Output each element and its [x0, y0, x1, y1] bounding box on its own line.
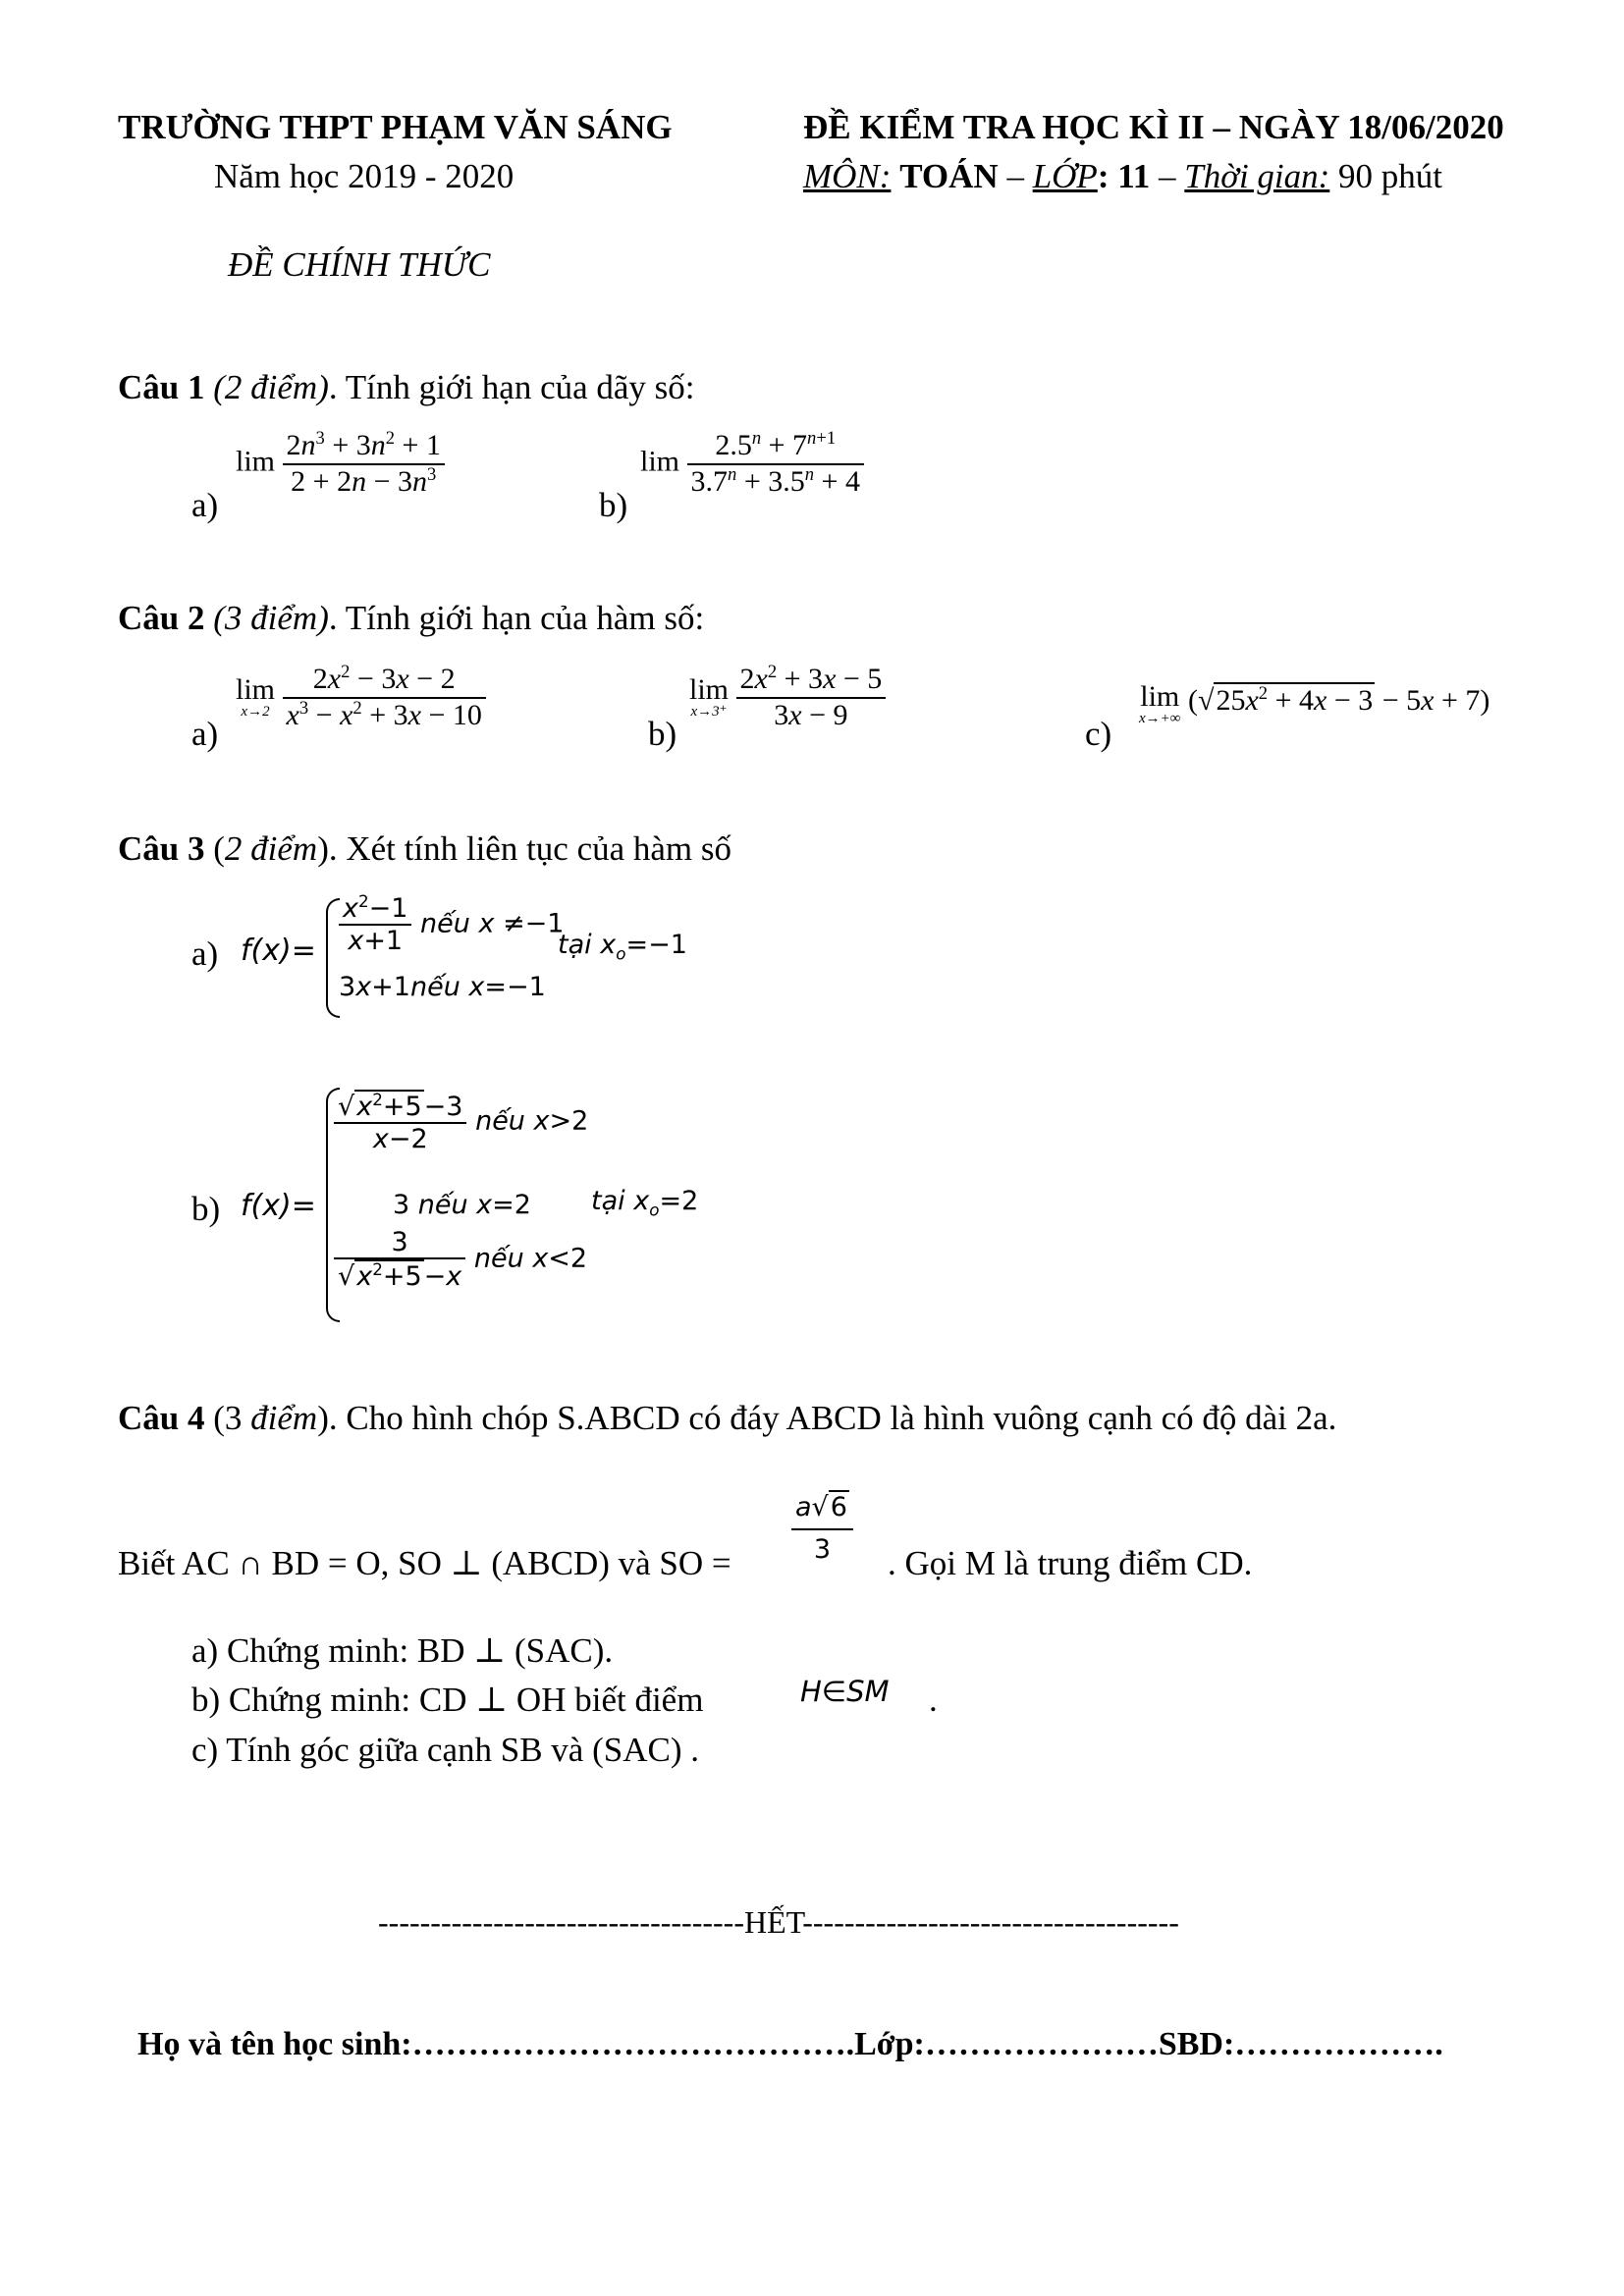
- q2-c-expression: lim x→+∞ $(√25x^2 + 4x - 3 - 5x + 7)$: [1139, 680, 1490, 726]
- q1-a-expression: [236, 429, 445, 499]
- q2-a-lim: lim: [236, 673, 276, 706]
- school-name: TRƯỜNG THPT PHẠM VĂN SÁNG: [118, 108, 673, 146]
- q3-a-case2: 3x+1nếu x=−1: [339, 972, 546, 1002]
- student-info-line: Họ và tên học sinh:………………………………….Lớp:…………………SBD:……………….: [137, 2026, 1443, 2062]
- q2-heading: [118, 599, 704, 638]
- q3-a-brace: [326, 898, 340, 1018]
- q3-b-case3: $\frac{3}{√x^2+5-x}$ nếu x<2: [334, 1227, 587, 1292]
- q4-item-b: b) Chứng minh: CD ⊥ OH biết điểm: [191, 1681, 704, 1719]
- q1-a-fraction: $\frac{2n^3 + 3n^2 + 1}{2 + 2n - 3n^3}$: [283, 429, 445, 499]
- q2-c-lim-sub: x→+∞: [1139, 711, 1181, 726]
- q3-a-label: a): [191, 934, 219, 973]
- subject-value: TOÁN: [899, 157, 999, 195]
- q2-text: . Tính giới hạn của hàm số:: [328, 599, 705, 637]
- class-label: LỚP: [1032, 157, 1098, 195]
- q3-heading: [118, 829, 731, 869]
- q3-title: Câu 3: [118, 829, 205, 868]
- time-label: Thời gian:: [1184, 157, 1330, 195]
- q4-line2-start: Biết AC ∩ BD = O, SO ⊥ (ABCD) và SO =: [118, 1544, 731, 1582]
- time-value: 90 phút: [1338, 157, 1443, 195]
- q3-points-open: (: [213, 829, 225, 868]
- q3-a-case1: $\frac{x^2-1}{x+1}$ nếu x ≠−1: [339, 893, 564, 956]
- q2-c-lim: lim: [1140, 680, 1180, 713]
- exam-title: ĐỀ KIỂM TRA HỌC KÌ II – NGÀY 18/06/2020: [803, 108, 1504, 146]
- q2-b-expression: [689, 663, 886, 732]
- q3-b-case2: 3 nếu x=2: [393, 1190, 531, 1220]
- q1-b-fraction: $\frac{2.5^n + 7^{n+1}}{3.7^n + 3.5^n + 4}$: [687, 429, 864, 499]
- q1-a-lim: lim: [236, 445, 276, 478]
- q3-b-at: tại $x_o=2$: [591, 1186, 699, 1220]
- class-value: : 11: [1097, 157, 1151, 195]
- q2-a-expression: [236, 663, 486, 732]
- q3-b-case1: $\frac{√x^2+5-3}{x-2}$ nếu x>2: [334, 1090, 588, 1154]
- q4-points-open: (3: [204, 1399, 251, 1437]
- exam-meta: [803, 157, 1442, 196]
- q2-a-fraction: $\frac{2x^2 - 3x - 2}{x^3 - x^2 + 3x - 10}$: [283, 663, 486, 732]
- q4-points: điểm: [250, 1399, 318, 1437]
- subject-label: MÔN:: [803, 157, 892, 195]
- q1-b-lim: lim: [640, 445, 680, 478]
- school-year: Năm học 2019 - 2020: [214, 157, 514, 195]
- q4-item-b-math: H∈SM: [800, 1675, 890, 1708]
- end-line: -----------------------------------HẾT------------------------------------: [378, 1904, 1179, 1940]
- q3-b-fx: f(x)=: [241, 1189, 316, 1223]
- q4-heading: [118, 1399, 1336, 1438]
- q3-a-fx: f(x)=: [241, 934, 316, 968]
- q4-title: Câu 4: [118, 1399, 205, 1437]
- q1-heading: [118, 368, 695, 407]
- q4-text: ). Cho hình chóp S.ABCD có đáy ABCD là hình vuông cạnh có độ dài 2a.: [317, 1399, 1337, 1437]
- q1-points: (2 điểm): [213, 368, 329, 406]
- dash-1: –: [1006, 157, 1024, 195]
- q2-b-label: b): [648, 715, 677, 753]
- q2-title: Câu 2: [118, 599, 205, 637]
- q1-b-expression: [640, 429, 864, 499]
- q1-a-label: a): [191, 486, 219, 524]
- q4-line2-end: . Gọi M là trung điểm CD.: [888, 1544, 1253, 1582]
- q3-a-at: tại $x_o=-1$: [558, 930, 687, 964]
- q1-title: Câu 1: [118, 368, 205, 406]
- q2-b-lim: lim: [689, 673, 730, 706]
- q4-item-c: c) Tính góc giữa cạnh SB và (SAC) .: [191, 1731, 699, 1769]
- q4-item-b-end: .: [929, 1681, 938, 1719]
- q2-b-lim-sub: x→3⁺: [690, 704, 728, 720]
- q4-so-value: $\frac{a√6}{3}$: [791, 1490, 853, 1565]
- official-label: ĐỀ CHÍNH THỨC: [228, 245, 491, 284]
- q2-b-fraction: $\frac{2x^2 + 3x - 5}{3x - 9}$: [736, 663, 887, 732]
- q4-line2: [118, 1544, 731, 1583]
- q2-a-label: a): [191, 715, 219, 753]
- dash-2: –: [1159, 157, 1176, 195]
- q2-points: (3 điểm): [213, 599, 329, 637]
- q3-b-label: b): [191, 1190, 221, 1228]
- q3-points: 2 điểm: [224, 829, 318, 868]
- q4-item-a: a) Chứng minh: BD ⊥ (SAC).: [191, 1631, 614, 1670]
- q2-c-label: c): [1085, 715, 1112, 753]
- q2-a-lim-sub: x→2: [241, 704, 270, 720]
- q3-text: ). Xét tính liên tục của hàm số: [317, 829, 732, 868]
- q1-text: . Tính giới hạn của dãy số:: [328, 368, 695, 406]
- q1-b-label: b): [599, 486, 628, 524]
